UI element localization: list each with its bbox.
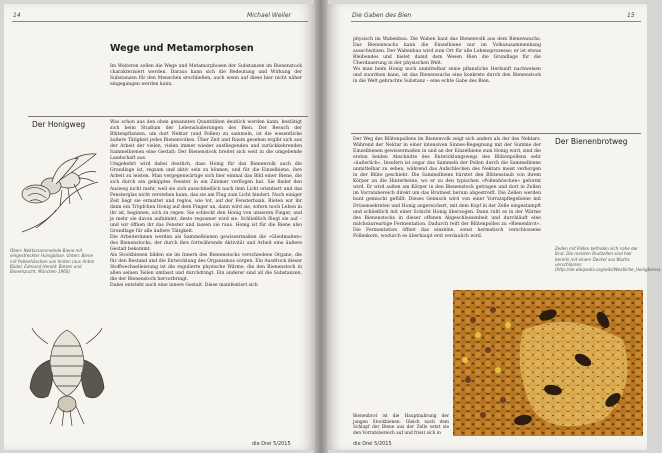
paragraph: Umgekehrt wird dabei deutlich, dass Honig für das Bienenvolk auch die Grundlage ist, regsam und aktiv sein zu können, und für die Einzelbiene, ihre Arbeit zu leisten. Man vergegenwärtige sich hier einmal das Bild einer Biene, die sich durch ein gekipptes Fenster in ein Zimmer verflogen hat. Sie findet den Ausweg nicht mehr, weil sie sich ausschließlich nach dem Licht orientiert und das Fensterglas nicht verstehen kann, das sie am Flug zum Licht hindert. Nach einiger Zeit liegt sie ermattet und reglos, wie tot, auf der Fensterbank. Bieten wir ihr dann ein Tröpfchen Honig auf dem Finger an, dann wird sie, sofern noch Leben in ihr ist, beginnen, sich zu regen. Sie schleckt den Honig von unserem Finger, und je mehr sie davon aufnimmt, desto regsamer wird sie. Schließlich fliegt sie auf – und wir öffnen ihr das Fenster und lassen sie raus. Honig ist für die Biene also Grundlage für alle äußere Tätigkeit. <box>110 162 302 234</box>
left-footer: die Drei 5/2015 <box>252 441 291 447</box>
paragraph: Bienenbrot ist die Hauptnahrung der jungen Stockbienen. Gleich nach dem Schlupf der Biene aus der Zelle setzt sie den Vorratsbereich auf und frisst sich in <box>353 414 449 436</box>
section-rule <box>351 133 641 134</box>
bee-pollen-illustration <box>28 326 106 428</box>
right-page <box>327 4 662 450</box>
right-page-number: 15 <box>627 12 635 19</box>
left-page <box>4 4 315 450</box>
intro-paragraph <box>110 64 302 88</box>
bienenbrot-body-top <box>353 137 541 240</box>
paragraph: Dabei entsteht auch eine innere Gestalt. Diese manifestiert sich <box>110 283 258 289</box>
paragraph: Wo man beim Honig noch unmittelbar seine pflanzliche Herkunft nachweisen und zuordnen kann, ist das Bienenwachs eine konkrete durch den Bienenstock in die Welt gebrachte Substanz – eine echte Gabe des Bien. <box>353 67 541 85</box>
left-page-number: 14 <box>13 12 21 19</box>
right-figure-caption: Zellen mit Pollen befinden sich nahe der Brut. Die meisten Brutzellen sind hier bereits mit einem Deckel aus Wachs verschlossen (http://de.wikipedia.org/wiki/Westliche_Honigbiene). <box>555 246 662 273</box>
honigweg-body <box>110 120 302 289</box>
paragraph: Als Stockbienen bilden sie im Innern des Bienenstocks verschiedene Organe, die für den Bestand und die Entwicklung des Organismus sorgen. Ein Ausdruck dieser Stoffwechselleistung ist die regulierte physische Wärme, die den Bienenstock in allen seinen Teilen umfasst und durchdringt. Ein anderer sind all die Substanzen, die der Bienenstock hervorbringt. <box>110 253 302 283</box>
paragraph: Was schon aus den oben genannten Quantitäten deutlich werden kann, bestätigt sich beim Studium der Lebensäußerungen des Bien. Der Besuch der Blütenpflanzen, um dort Nektar (und Pollen) zu sammeln, ist die wesentliche äußere Tätigkeit jedes Bienenvolkes. Über Zeit und Raum gesehen ergibt sich aus der Arbeit der vielen, vielen immer wieder ausfliegenden und zurückkehrenden Sammelbienen eine Gestalt: Der Bienenstock breitet sich weit in die umgebende Landschaft aus. <box>110 120 302 162</box>
paragraph: Der Weg des Blütenpollens im Bienenvolk zeigt sich anders als der des Nektars. Während der Nektar in einer intensiven Sinnes-Begegnung mit der Summe der Einzelbienen gewissermaßen in und an der Einzelbiene zum Honig wird, sind die ersten beiden Abschnitte des Entwicklungswegs des Blütenpollens sehr »äußerlich«. Insofern ist sogar das Sammeln der Pollen durch die Sammelbiene unmittelbar zu sehen, während das Aufschlecken des Nektars meist verborgen in der Blüte geschieht. Die Sammelbiene bürstet den Blütenstaub von ihrem Körper an die Hinterbeine, wo er zu den typischen »Pollenhöschen« geformt wird. Er wird außen am Körper in den Bienenstock getragen und dort in Zellen im Vorratsbereich direkt um das Brutnest herum abgestreift. Die Zellen werden bunt gemischt gefüllt. Dieses Gemisch wird von einer Vorratspflegebiene mit Drüsensekreten und Honig angereichert, mit dem Kopf in der Zelle eingestampft und schließlich mit einer Schicht Honig überzogen. Dann ruht es in der Wärme des Bienenstocks in dieser offenen Abgeschlossenheit und durchläuft eine milchsäureartige Fermentation. Dadurch reift der Blütenpollen zu »Bienenbrot«. Die Fermentation öffnet das einzelne, sonst hermetisch verschlossene Pollenkorn, wodurch es überhaupt erst verdaulich wird. <box>353 137 541 239</box>
book-gutter <box>314 0 328 453</box>
section-heading-bienenbrotweg: Der Bienenbrotweg <box>555 137 628 146</box>
section-heading-honigweg: Der Honigweg <box>32 120 86 129</box>
article-title: Wege und Metamorphosen <box>110 43 254 54</box>
header-rule <box>351 21 641 22</box>
running-header-title: Die Gaben des Bien <box>352 12 412 19</box>
continued-body <box>353 37 541 85</box>
bienenbrot-body-bottom <box>353 414 449 436</box>
running-header-author: Michael Weiler <box>247 12 292 19</box>
left-figure-caption: Oben: Nektarsammelnde Biene mit eingestreckter Honigblase. Unten: Biene mit Pollenhöschen von hinten (aus Anton Büdel, Edmund Herold: Biesen und Bienenzucht, München 1960) <box>10 248 95 275</box>
bee-nectar-illustration <box>16 144 106 239</box>
section-rule <box>28 116 308 117</box>
right-footer: die Drei 5/2015 <box>353 441 392 447</box>
honeycomb-photo <box>453 290 643 436</box>
paragraph: Die Arbeiterinnen werden als Sammelbienen gewissermaßen die »Gliedmaßen« des Bienenstocks, der durch ihre fortwährende Aktivität und Arbeit eine äußere Gestalt bekommt. <box>110 234 302 252</box>
paragraph: physisch im Wabenbau. Die Waben baut das Bienenvolk aus dem Bienenwachs. Das Bienenwachs kann die Einzelbiene nur im Volkszusammenhang ausschwitzen. Der Wabenbau wird zum Ort für alle Lebensprozesse; er ist etwas Bleibendes und bietet damit dem Wesen Bien die Grundlage für die Überdauerung in der physischen Welt. <box>353 37 541 67</box>
header-rule <box>12 21 308 22</box>
intro-text: Im Weiteren sollen die Wege und Metamorphosen der Substanzen im Bienenstock charakterisiert werden. Daraus kann sich die Bedeutung und Wirkung der Substanzen für den Menschen erschließen, auch wenn auf diese hier nicht näher eingegangen werden kann. <box>110 64 302 88</box>
